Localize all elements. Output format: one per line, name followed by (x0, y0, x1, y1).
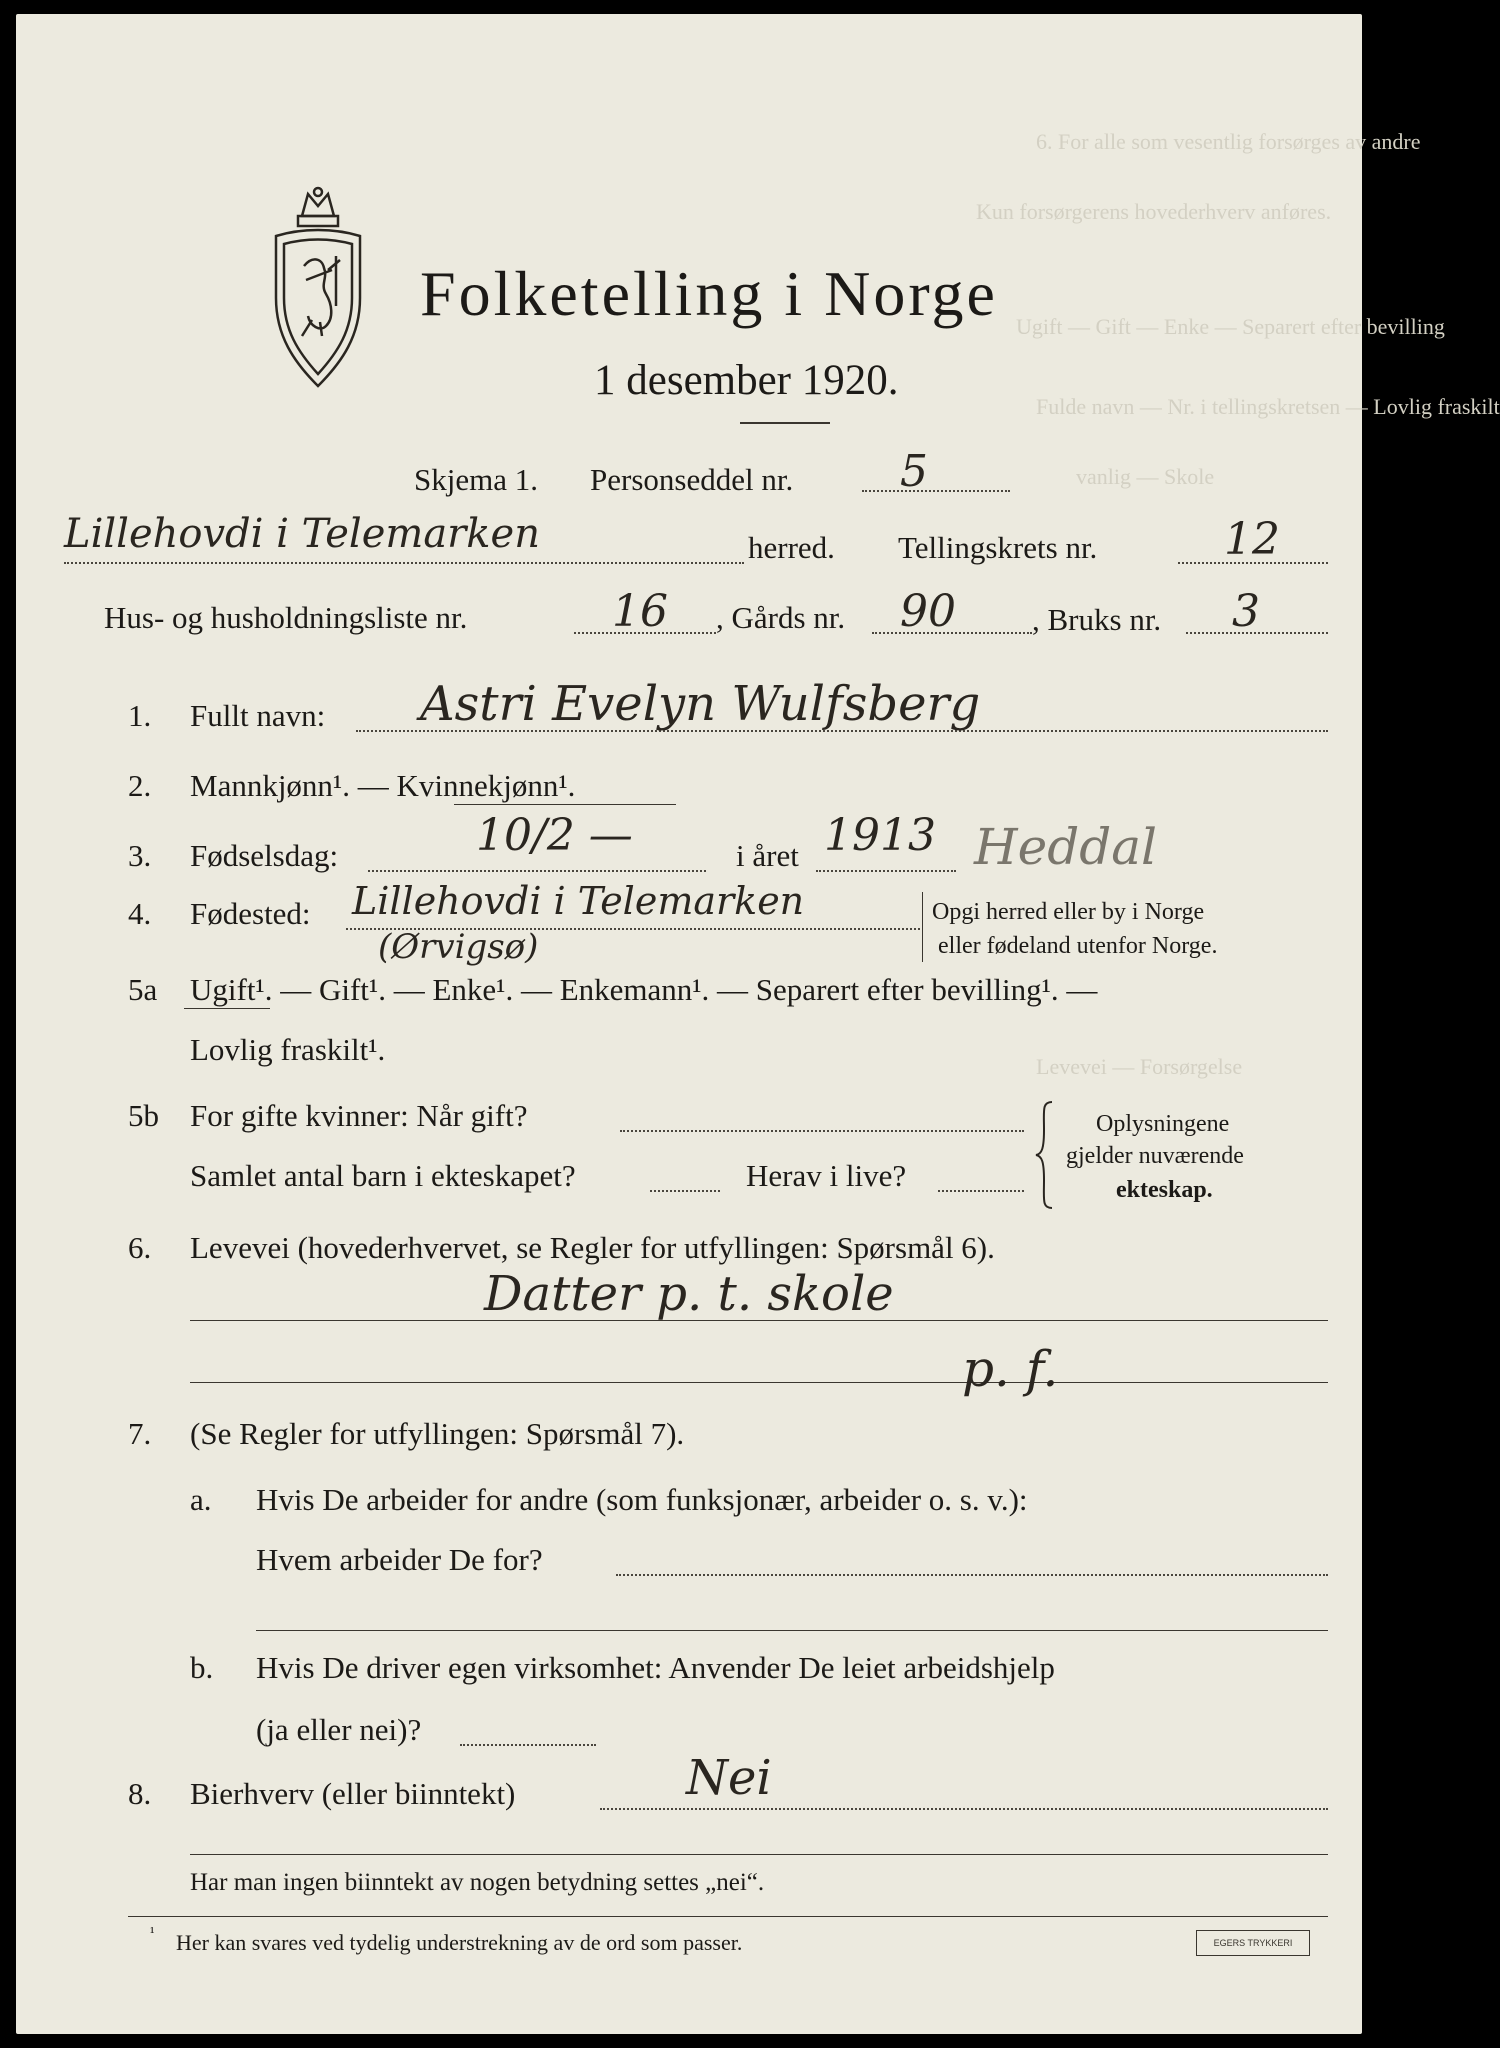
coat-of-arms-icon (262, 186, 374, 394)
bruks-label: , Bruks nr. (1032, 602, 1162, 637)
birthplace-value-secondary[interactable]: (Ørvigsø) (378, 927, 539, 967)
employer-line (616, 1574, 1328, 1576)
herred-label: herred. (748, 530, 835, 565)
birth-year-value[interactable]: 1913 (824, 810, 936, 861)
gards-value[interactable]: 90 (900, 586, 956, 637)
q3-number: 3. (128, 838, 152, 873)
hired-help-line (460, 1744, 596, 1746)
schema-label: Skjema 1. (414, 462, 538, 497)
gards-label: , Gårds nr. (716, 600, 846, 635)
q7a-question: Hvis De arbeider for andre (som funksjonær, arbeider o. s. v.): (256, 1482, 1028, 1517)
q8-number: 8. (128, 1776, 152, 1811)
q1-label: Fullt navn: (190, 698, 326, 733)
birthplace-pencil-note: Heddal (974, 818, 1158, 876)
year-line (816, 870, 956, 872)
q1-number: 1. (128, 698, 152, 733)
ghost-text: Ugift — Gift — Enke — Separert efter bevilling (1016, 314, 1445, 339)
q2-number: 2. (128, 768, 152, 803)
birthplace-value[interactable]: Lillehovdi i Telemarken (352, 879, 805, 923)
brace-icon (1034, 1100, 1056, 1210)
q5b-note-line1: Oplysningene (1096, 1111, 1230, 1137)
marital-options: Ugift¹. — Gift¹. — Enke¹. — Enkemann¹. — Separert efter bevilling¹. — (190, 972, 1098, 1007)
q7b-letter: b. (190, 1650, 214, 1685)
gender-underline (454, 804, 676, 805)
q4-label: Fødested: (190, 896, 311, 931)
q6-label: Levevei (hovederhvervet, se Regler for utfyllingen: Spørsmål 6). (190, 1230, 995, 1265)
herred-line (64, 562, 744, 564)
ghost-text: Kun forsørgerens hovederhverv anføres. (976, 199, 1332, 224)
q6-number: 6. (128, 1230, 152, 1265)
tellingskrets-value[interactable]: 12 (1224, 514, 1280, 565)
form-title: Folketelling i Norge (420, 258, 998, 329)
tellingskrets-label: Tellingskrets nr. (898, 530, 1098, 565)
full-name-value[interactable]: Astri Evelyn Wulfsberg (420, 676, 981, 732)
husholdningsliste-label: Hus- og husholdningsliste nr. (104, 600, 468, 635)
q5b-children-total: Samlet antal barn i ekteskapet? (190, 1158, 576, 1193)
personseddel-line (862, 490, 1010, 492)
bruks-value[interactable]: 3 (1232, 586, 1260, 637)
q5b-note-line3: ekteskap. (1116, 1177, 1213, 1203)
q7-label: (Se Regler for utfyllingen: Spørsmål 7). (190, 1416, 685, 1451)
side-income-line (600, 1808, 1328, 1810)
q5a-number: 5a (128, 972, 158, 1007)
q4-note-line2: eller fødeland utenfor Norge. (938, 933, 1218, 959)
q7b-question: Hvis De driver egen virksomhet: Anvender De leiet arbeidshjelp (256, 1650, 1055, 1685)
ghost-text: vanlig — Skole (1076, 464, 1215, 489)
q7a-letter: a. (190, 1482, 212, 1517)
marital-underline (184, 1008, 270, 1009)
occupation-value-secondary[interactable]: p. f. (962, 1340, 1059, 1398)
birthday-line (368, 870, 706, 872)
children-alive-line (938, 1190, 1024, 1192)
marital-options-line2: Lovlig fraskilt¹. (190, 1032, 386, 1067)
q7-number: 7. (128, 1416, 152, 1451)
employer-line-2 (256, 1630, 1328, 1631)
gender-options: Mannkjønn¹. — Kvinnekjønn¹. (190, 768, 576, 803)
birthday-value[interactable]: 10/2 — (476, 810, 633, 861)
q5b-number: 5b (128, 1098, 159, 1133)
q4-note-bracket (922, 892, 923, 962)
q3-label: Fødselsdag: (190, 838, 339, 873)
ghost-text: Fulde navn — Nr. i tellingskretsen — Lovlig fraskilt (1036, 394, 1500, 419)
footer-note: Har man ingen biinntekt av nogen betydning settes „nei“. (190, 1869, 765, 1896)
q7b-answer-label: (ja eller nei)? (256, 1712, 422, 1747)
footnote-mark: ¹ (150, 1925, 155, 1941)
occupation-line-2 (190, 1382, 1328, 1383)
married-when-line (620, 1130, 1024, 1132)
title-rule (740, 422, 830, 424)
side-income-line-2 (190, 1854, 1328, 1855)
q5b-note-line2: gjelder nuværende (1066, 1143, 1244, 1169)
occupation-value[interactable]: Datter p. t. skole (484, 1266, 894, 1322)
ghost-text: Levevei — Forsørgelse (1036, 1054, 1243, 1079)
q5b-married-when: For gifte kvinner: Når gift? (190, 1098, 528, 1133)
personseddel-label: Personseddel nr. (590, 462, 794, 497)
footer-rule (128, 1916, 1328, 1917)
side-income-value[interactable]: Nei (686, 1750, 772, 1806)
q8-label: Bierhverv (eller biinntekt) (190, 1776, 516, 1811)
printer-stamp: EGERS TRYKKERI (1196, 1930, 1310, 1956)
footnote: Her kan svares ved tydelig understrekning av de ord som passer. (176, 1930, 743, 1955)
herred-value[interactable]: Lillehovdi i Telemarken (64, 511, 540, 557)
census-form (16, 14, 1500, 2034)
husholdningsliste-value[interactable]: 16 (612, 586, 668, 637)
ghost-text: 6. For alle som vesentlig forsørges av andre (1036, 129, 1421, 154)
q7a-employer-label: Hvem arbeider De for? (256, 1542, 543, 1577)
year-label: i året (736, 838, 799, 873)
q4-note-line1: Opgi herred eller by i Norge (932, 899, 1205, 925)
children-total-line (650, 1190, 720, 1192)
personseddel-value[interactable]: 5 (900, 446, 928, 497)
q5b-children-alive: Herav i live? (746, 1158, 907, 1193)
form-date: 1 desember 1920. (594, 357, 899, 404)
q4-number: 4. (128, 896, 152, 931)
